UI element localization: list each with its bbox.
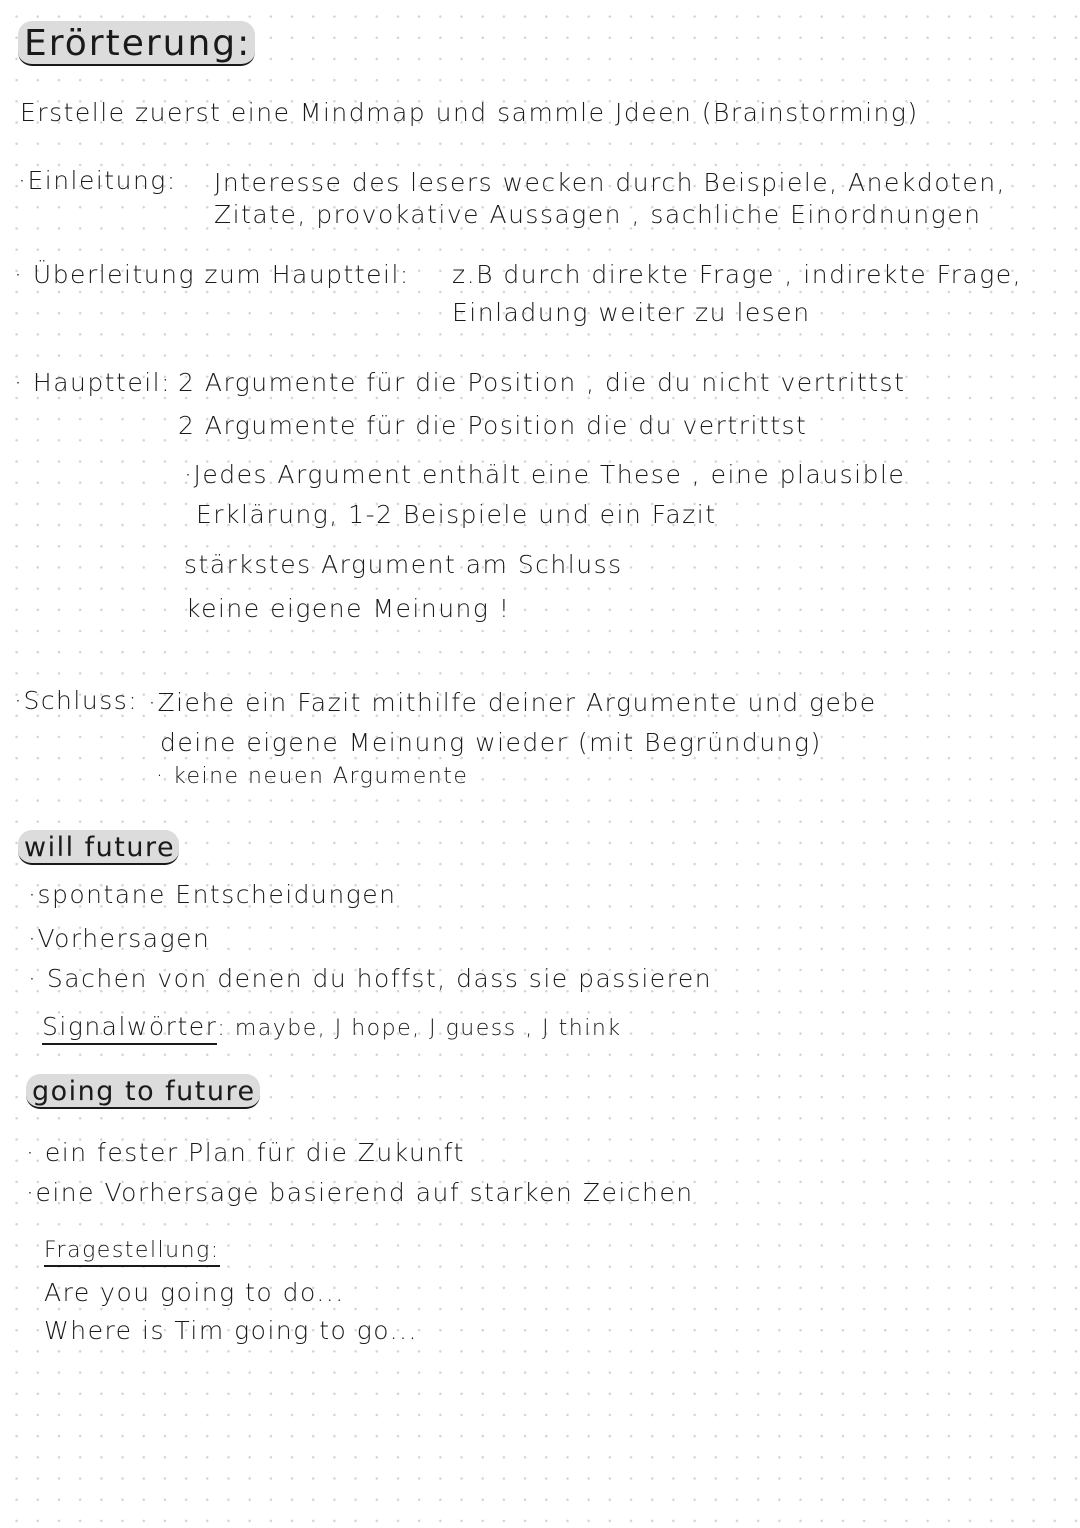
hauptteil-line-3: ·Jedes Argument enthält eine These , eine plausible [184,460,906,489]
hauptteil-line-5: stärkstes Argument am Schluss [184,550,623,579]
going-to-future-heading: going to future [26,1078,260,1105]
hauptteil-label: · Hauptteil: [14,368,172,397]
hauptteil-line-1: 2 Argumente für die Position , die du nicht vertrittst [178,368,906,397]
einleitung-line-1: Jnteresse des lesers wecken durch Beispiele, Anekdoten, [214,168,1006,197]
will-future-item: ·Vorhersagen [28,924,211,953]
going-to-future-item: · ein fester Plan für die Zukunft [26,1138,465,1167]
page-title: Erörterung: [18,26,255,62]
einleitung-label: ·Einleitung: [18,166,177,195]
will-future-heading: will future [18,834,179,861]
hauptteil-line-2: 2 Argumente für die Position die du vertrittst [178,411,808,440]
einleitung-line-2: Zitate, provokative Aussagen , sachliche Einordnungen [214,200,982,229]
ueberleitung-label: · Überleitung zum Hauptteil: [14,260,410,289]
question-label: Fragestellung: [44,1240,220,1262]
signal-words-list: : maybe, J hope, J guess , J think [217,1016,622,1041]
hauptteil-line-6: keine eigene Meinung ! [186,594,511,623]
signal-words-label: Signalwörter [42,1012,217,1045]
schluss-line-2: deine eigene Meinung wieder (mit Begründung) [160,728,822,757]
will-future-item: · Sachen von denen du hoffst, dass sie passieren [28,964,713,993]
intro-text: Erstelle zuerst eine Mindmap und sammle Jdeen (Brainstorming) [20,98,919,127]
signal-words-line [42,1014,622,1040]
ueberleitung-line-2: Einladung weiter zu lesen [452,298,811,327]
going-to-future-item: ·eine Vorhersage basierend auf starken Zeichen [26,1178,694,1207]
question-example: Are you going to do... [44,1278,345,1307]
hauptteil-line-4: Erklärung, 1-2 Beispiele und ein Fazit [196,500,717,529]
ueberleitung-line-1: z.B durch direkte Frage , indirekte Frage, [452,260,1023,289]
schluss-label: ·Schluss: [14,686,139,715]
schluss-line-3: · keine neuen Argumente [156,764,469,789]
will-future-item: ·spontane Entscheidungen [28,880,397,909]
schluss-line-1: ·Ziehe ein Fazit mithilfe deiner Argumente und gebe [148,688,877,717]
question-example: Where is Tim going to go... [44,1316,418,1345]
